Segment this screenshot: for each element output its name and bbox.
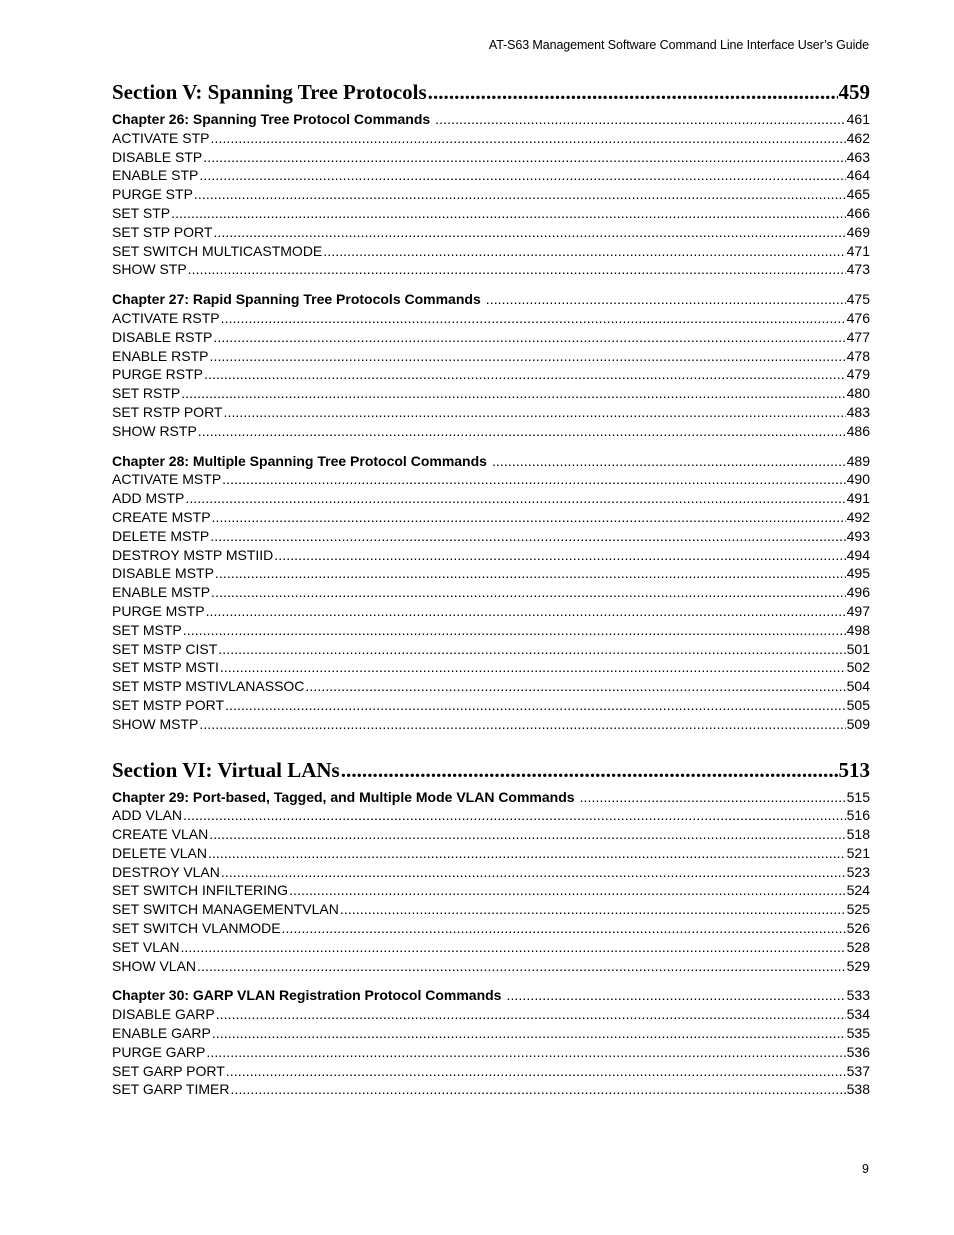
dot-leader (211, 129, 846, 148)
toc-command-entry-page-number: 463 (846, 148, 870, 165)
toc-chapter-entry[interactable] (112, 788, 870, 807)
toc-command-entry-page-number: 498 (846, 621, 870, 638)
toc-command-entry-label: DESTROY VLAN (112, 863, 220, 880)
toc-command-entry-page-number: 462 (846, 129, 870, 146)
toc-command-entry[interactable] (112, 900, 870, 919)
table-of-contents (112, 76, 870, 1099)
toc-command-entry[interactable] (112, 715, 870, 734)
running-header: AT-S63 Management Software Command Line Interface User’s Guide (488, 38, 869, 52)
dot-leader (188, 260, 846, 279)
toc-command-entry[interactable] (112, 328, 870, 347)
dot-leader (183, 806, 846, 825)
dot-leader (435, 110, 845, 129)
toc-command-entry-page-number: 526 (846, 920, 870, 937)
spacer (112, 279, 870, 290)
toc-command-entry-page-number: 480 (846, 385, 870, 402)
dot-leader (216, 1005, 846, 1024)
toc-command-entry-label: ADD VLAN (112, 807, 183, 824)
dot-leader (274, 546, 845, 565)
toc-section-entry-page-number: 459 (838, 80, 870, 104)
page-number: 9 (862, 1162, 869, 1176)
toc-command-entry-label: SET MSTP MSTI (112, 659, 219, 676)
dot-leader (213, 223, 845, 242)
toc-command-entry-page-number: 501 (846, 640, 870, 657)
toc-command-entry-label: DESTROY MSTP MSTIID (112, 546, 274, 563)
toc-command-entry-label: SET MSTP CIST (112, 640, 218, 657)
toc-command-entry[interactable] (112, 1062, 870, 1081)
dot-leader (171, 204, 846, 223)
toc-command-entry-page-number: 486 (846, 422, 870, 439)
dot-leader (282, 919, 846, 938)
toc-command-entry-label: ENABLE STP (112, 167, 199, 184)
toc-command-entry[interactable] (112, 185, 870, 204)
toc-command-entry-label: SET STP PORT (112, 223, 213, 240)
dot-leader (323, 242, 845, 261)
toc-command-entry-page-number: 505 (846, 696, 870, 713)
toc-command-entry-label: SET SWITCH MULTICASTMODE (112, 242, 323, 259)
toc-command-entry-label: SET MSTP (112, 621, 182, 638)
toc-command-entry[interactable] (112, 696, 870, 715)
toc-command-entry[interactable] (112, 347, 870, 366)
toc-chapter-entry-label: Chapter 29: Port-based, Tagged, and Multiple Mode VLAN Commands (112, 788, 575, 805)
dot-leader (230, 1080, 845, 1099)
toc-command-entry[interactable] (112, 204, 870, 223)
toc-chapter-entry-page-number: 489 (846, 452, 870, 469)
toc-chapter-entry[interactable] (112, 986, 870, 1005)
toc-command-entry-label: PURGE STP (112, 186, 193, 203)
toc-command-entry-page-number: 497 (846, 602, 870, 619)
toc-command-entry-label: ACTIVATE RSTP (112, 309, 220, 326)
dot-leader (428, 76, 838, 108)
toc-command-entry-label: SET MSTP MSTIVLANASSOC (112, 678, 305, 695)
toc-command-entry-page-number: 491 (846, 490, 870, 507)
dot-leader (340, 900, 846, 919)
toc-command-entry-label: DISABLE STP (112, 148, 203, 165)
toc-command-entry-page-number: 483 (846, 403, 870, 420)
toc-command-entry-label: ENABLE MSTP (112, 584, 211, 601)
toc-chapter-entry-label: Chapter 30: GARP VLAN Registration Protocol Commands (112, 987, 502, 1004)
dot-leader (220, 658, 846, 677)
toc-command-entry-page-number: 471 (846, 242, 870, 259)
dot-leader (221, 309, 846, 328)
dot-leader (486, 290, 846, 309)
toc-command-entry-label: DISABLE GARP (112, 1006, 215, 1023)
toc-section-entry-page-number: 513 (838, 757, 870, 782)
toc-command-entry[interactable] (112, 166, 870, 185)
toc-chapter-entry[interactable] (112, 452, 870, 471)
dot-leader (492, 452, 846, 471)
dot-leader (180, 938, 845, 957)
toc-command-entry[interactable] (112, 260, 870, 279)
toc-command-entry-page-number: 479 (846, 366, 870, 383)
dot-leader (222, 470, 845, 489)
toc-command-entry[interactable] (112, 527, 870, 546)
toc-command-entry-page-number: 495 (846, 565, 870, 582)
toc-command-entry-page-number: 518 (846, 826, 870, 843)
dot-leader (204, 365, 846, 384)
dot-leader (221, 863, 846, 882)
toc-command-entry-label: SET GARP PORT (112, 1062, 225, 1079)
toc-command-entry-label: SET STP (112, 204, 171, 221)
toc-command-entry-page-number: 465 (846, 186, 870, 203)
dot-leader (206, 1043, 845, 1062)
toc-chapter-entry-page-number: 461 (846, 111, 870, 127)
toc-command-entry[interactable] (112, 1080, 870, 1099)
toc-command-entry-page-number: 529 (846, 957, 870, 974)
dot-leader (199, 715, 845, 734)
toc-command-entry-page-number: 466 (846, 204, 870, 221)
toc-command-entry-page-number: 477 (846, 328, 870, 345)
dot-leader (506, 986, 845, 1005)
dot-leader (194, 185, 846, 204)
toc-command-entry[interactable] (112, 621, 870, 640)
toc-command-entry-page-number: 494 (846, 546, 870, 563)
toc-command-entry-page-number: 490 (846, 471, 870, 488)
toc-command-entry-page-number: 464 (846, 167, 870, 184)
toc-command-entry[interactable] (112, 148, 870, 167)
toc-command-entry[interactable] (112, 658, 870, 677)
toc-chapter-entry-page-number: 533 (846, 987, 870, 1004)
dot-leader (289, 881, 846, 900)
toc-command-entry[interactable] (112, 309, 870, 328)
toc-command-entry-page-number: 535 (846, 1025, 870, 1042)
toc-command-entry-page-number: 537 (846, 1062, 870, 1079)
spacer (112, 441, 870, 452)
toc-command-entry-label: SET VLAN (112, 938, 180, 955)
toc-chapter-entry[interactable] (112, 290, 870, 309)
toc-command-entry-label: ENABLE RSTP (112, 347, 209, 364)
toc-command-entry-page-number: 493 (846, 527, 870, 544)
toc-command-entry-page-number: 523 (846, 863, 870, 880)
dot-leader (215, 564, 846, 583)
dot-leader (209, 347, 845, 366)
dot-leader (226, 1062, 846, 1081)
toc-command-entry-label: SET RSTP PORT (112, 403, 223, 420)
toc-command-entry[interactable] (112, 470, 870, 489)
toc-command-entry-label: DISABLE RSTP (112, 328, 213, 345)
dot-leader (211, 583, 846, 602)
toc-chapter-entry-page-number: 475 (846, 291, 870, 308)
toc-command-entry-label: SHOW MSTP (112, 715, 199, 732)
toc-command-entry-page-number: 476 (846, 309, 870, 326)
dot-leader (210, 527, 845, 546)
toc-command-entry-label: SET RSTP (112, 385, 181, 402)
toc-command-entry[interactable] (112, 806, 870, 825)
spacer (112, 734, 870, 754)
toc-command-entry[interactable] (112, 384, 870, 403)
spacer (112, 975, 870, 986)
dot-leader (185, 489, 845, 508)
toc-command-entry-page-number: 534 (846, 1006, 870, 1023)
toc-command-entry-page-number: 521 (846, 844, 870, 861)
toc-command-entry-label: PURGE RSTP (112, 366, 204, 383)
toc-command-entry-page-number: 528 (846, 938, 870, 955)
toc-command-entry-page-number: 525 (846, 901, 870, 918)
toc-command-entry-page-number: 504 (846, 678, 870, 695)
toc-command-entry-page-number: 509 (846, 715, 870, 732)
dot-leader (203, 148, 845, 167)
toc-command-entry-label: SHOW RSTP (112, 422, 197, 439)
toc-command-entry-label: PURGE GARP (112, 1043, 206, 1060)
dot-leader (209, 825, 845, 844)
dot-leader (208, 844, 846, 863)
toc-command-entry[interactable] (112, 938, 870, 957)
toc-command-entry-page-number: 538 (846, 1081, 870, 1098)
toc-command-entry[interactable] (112, 1005, 870, 1024)
toc-chapter-entry-page-number: 515 (846, 788, 870, 805)
toc-command-entry[interactable] (112, 677, 870, 696)
toc-command-entry[interactable] (112, 1043, 870, 1062)
toc-command-entry[interactable] (112, 564, 870, 583)
dot-leader (212, 1024, 846, 1043)
dot-leader (341, 754, 838, 786)
dot-leader (225, 696, 846, 715)
toc-command-entry[interactable] (112, 919, 870, 938)
toc-command-entry[interactable] (112, 546, 870, 565)
toc-command-entry-label: PURGE MSTP (112, 602, 205, 619)
toc-command-entry-label: CREATE VLAN (112, 826, 209, 843)
toc-command-entry[interactable] (112, 583, 870, 602)
toc-command-entry-label: ACTIVATE MSTP (112, 471, 222, 488)
toc-command-entry[interactable] (112, 863, 870, 882)
toc-command-entry-page-number: 469 (846, 223, 870, 240)
toc-command-entry-label: SET MSTP PORT (112, 696, 225, 713)
toc-command-entry[interactable] (112, 129, 870, 148)
toc-command-entry-label: DELETE VLAN (112, 844, 207, 861)
dot-leader (212, 508, 846, 527)
toc-command-entry[interactable] (112, 844, 870, 863)
dot-leader (223, 403, 845, 422)
toc-command-entry-page-number: 473 (846, 261, 870, 278)
toc-command-entry-label: SET SWITCH INFILTERING (112, 882, 289, 899)
dot-leader (197, 957, 846, 976)
toc-command-entry[interactable] (112, 957, 870, 976)
toc-command-entry-page-number: 492 (846, 508, 870, 525)
toc-section-entry[interactable] (112, 754, 870, 786)
toc-command-entry-page-number: 496 (846, 584, 870, 601)
toc-command-entry-page-number: 502 (846, 659, 870, 676)
dot-leader (198, 422, 846, 441)
dot-leader (183, 621, 846, 640)
toc-command-entry-page-number: 478 (846, 347, 870, 364)
toc-chapter-entry-label: Chapter 28: Multiple Spanning Tree Protocol Commands (112, 452, 487, 469)
toc-command-entry-label: SHOW VLAN (112, 957, 197, 974)
toc-command-entry-label: ENABLE GARP (112, 1025, 211, 1042)
toc-command-entry-label: SHOW STP (112, 261, 187, 278)
toc-section-entry-label: Section V: Spanning Tree Protocols (112, 80, 427, 104)
toc-command-entry[interactable] (112, 508, 870, 527)
dot-leader (206, 602, 846, 621)
toc-section-entry-label: Section VI: Virtual LANs (112, 757, 340, 782)
toc-chapter-entry-label: Chapter 26: Spanning Tree Protocol Commands (112, 111, 431, 127)
toc-command-entry-label: DISABLE MSTP (112, 565, 214, 582)
toc-command-entry-label: ADD MSTP (112, 490, 185, 507)
toc-command-entry-label: SET GARP TIMER (112, 1081, 230, 1098)
toc-command-entry[interactable] (112, 602, 870, 621)
dot-leader (181, 384, 845, 403)
toc-command-entry-label: SET SWITCH MANAGEMENTVLAN (112, 901, 339, 918)
dot-leader (580, 788, 846, 807)
toc-command-entry[interactable] (112, 365, 870, 384)
toc-command-entry-page-number: 516 (846, 807, 870, 824)
toc-command-entry[interactable] (112, 881, 870, 900)
toc-command-entry[interactable] (112, 1024, 870, 1043)
toc-chapter-entry[interactable] (112, 110, 870, 129)
toc-command-entry-page-number: 524 (846, 882, 870, 899)
toc-command-entry-label: DELETE MSTP (112, 527, 210, 544)
toc-command-entry-label: SET SWITCH VLANMODE (112, 920, 281, 937)
dot-leader (213, 328, 845, 347)
toc-command-entry[interactable] (112, 403, 870, 422)
dot-leader (218, 640, 845, 659)
toc-command-entry-label: CREATE MSTP (112, 508, 211, 525)
dot-leader (199, 166, 845, 185)
toc-command-entry[interactable] (112, 825, 870, 844)
toc-command-entry[interactable] (112, 223, 870, 242)
toc-command-entry-label: ACTIVATE STP (112, 129, 210, 146)
toc-command-entry-page-number: 536 (846, 1043, 870, 1060)
toc-section-entry[interactable] (112, 76, 870, 108)
toc-command-entry[interactable] (112, 242, 870, 261)
dot-leader (305, 677, 845, 696)
toc-chapter-entry-label: Chapter 27: Rapid Spanning Tree Protocols Commands (112, 291, 481, 308)
toc-command-entry[interactable] (112, 640, 870, 659)
toc-command-entry[interactable] (112, 489, 870, 508)
toc-command-entry[interactable] (112, 422, 870, 441)
